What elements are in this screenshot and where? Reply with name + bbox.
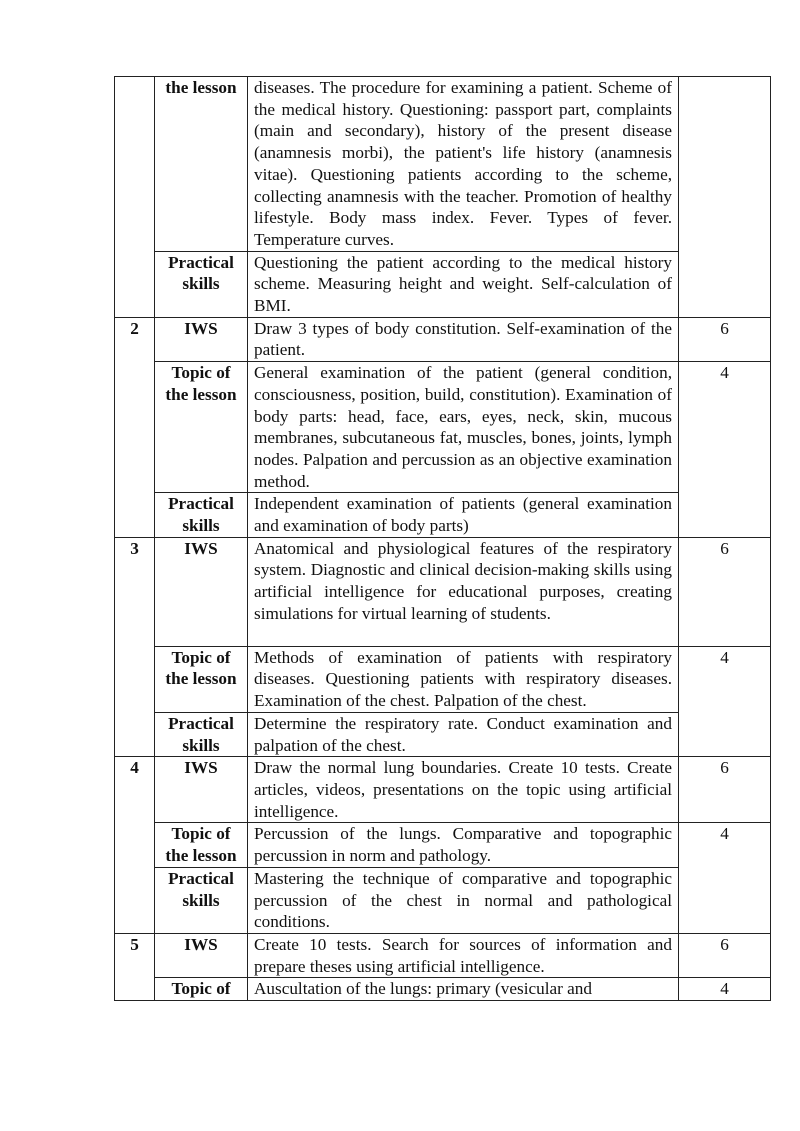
row-description-cell: diseases. The procedure for examining a patient. Scheme of the medical history. Questioning: passport part, complaints (main and secondary), history of the present disease (anamnesis morbi), the patient's life history (anamnesis vitae). Questioning patients according to the scheme, collecting anamnesis with the teacher. Promotion of healthy lifestyle. Body mass index. Fever. Types of fever. Temperature curves. — [248, 77, 679, 252]
row-type-cell: Practical skills — [155, 493, 248, 537]
row-type-cell: Topic of the lesson — [155, 646, 248, 712]
table-row — [115, 317, 771, 361]
row-type-cell: Topic of the lesson — [155, 362, 248, 493]
session-number-cell: 5 — [115, 933, 155, 1000]
table-row — [115, 362, 771, 493]
row-type-cell: the lesson — [155, 77, 248, 252]
table-row — [115, 933, 771, 977]
row-type-cell: IWS — [155, 757, 248, 823]
row-description-cell: Draw the normal lung boundaries. Create 10 tests. Create articles, videos, presentations on the topic using artificial intelligence. — [248, 757, 679, 823]
hours-cell: 6 — [679, 317, 771, 361]
table-row — [115, 757, 771, 823]
syllabus-table — [114, 76, 771, 1001]
table-row — [115, 867, 771, 933]
hours-cell: 6 — [679, 537, 771, 646]
row-description-cell: Mastering the technique of comparative and topographic percussion of the chest in normal and pathological conditions. — [248, 867, 679, 933]
row-type-cell: IWS — [155, 537, 248, 646]
table-row — [115, 537, 771, 646]
row-type-cell: Practical skills — [155, 251, 248, 317]
hours-cell: 6 — [679, 757, 771, 823]
row-description-cell: Determine the respiratory rate. Conduct examination and palpation of the chest. — [248, 712, 679, 756]
table-row — [115, 712, 771, 756]
row-description-cell: Questioning the patient according to the medical history scheme. Measuring height and weight. Self-calculation of BMI. — [248, 251, 679, 317]
row-type-cell: IWS — [155, 317, 248, 361]
row-description-cell: Draw 3 types of body constitution. Self-examination of the patient. — [248, 317, 679, 361]
session-number-cell: 2 — [115, 317, 155, 537]
table-row — [115, 823, 771, 867]
row-description-cell: Methods of examination of patients with respiratory diseases. Questioning patients with respiratory diseases. Examination of the chest. Palpation of the chest. — [248, 646, 679, 712]
session-number-cell — [115, 77, 155, 318]
table-row — [115, 646, 771, 712]
row-type-cell: IWS — [155, 933, 248, 977]
row-description-cell: Independent examination of patients (general examination and examination of body parts) — [248, 493, 679, 537]
hours-cell — [679, 77, 771, 318]
row-description-cell: General examination of the patient (general condition, consciousness, position, build, constitution). Examination of body parts: head, face, ears, eyes, neck, skin, mucous membranes, subcutaneous fat, muscles, bones, joints, lymph nodes. Palpation and percussion as an objective examination method. — [248, 362, 679, 493]
table-row — [115, 251, 771, 317]
hours-cell: 4 — [679, 978, 771, 1001]
table-row — [115, 978, 771, 1001]
hours-cell: 4 — [679, 362, 771, 538]
session-number-cell: 4 — [115, 757, 155, 934]
row-type-cell: Topic of the lesson — [155, 823, 248, 867]
row-type-cell: Practical skills — [155, 712, 248, 756]
row-description-cell: Create 10 tests. Search for sources of information and prepare theses using artificial intelligence. — [248, 933, 679, 977]
table-row — [115, 77, 771, 252]
hours-cell: 4 — [679, 646, 771, 757]
row-type-cell: Practical skills — [155, 867, 248, 933]
row-description-cell: Percussion of the lungs. Comparative and topographic percussion in norm and pathology. — [248, 823, 679, 867]
table-row — [115, 493, 771, 537]
row-type-cell: Topic of — [155, 978, 248, 1001]
hours-cell: 6 — [679, 933, 771, 977]
session-number-cell: 3 — [115, 537, 155, 757]
row-description-cell: Anatomical and physiological features of the respiratory system. Diagnostic and clinical decision-making skills using artificial intelligence for educational purposes, creating simulations for virtual learning of students. — [248, 537, 679, 646]
hours-cell: 4 — [679, 823, 771, 934]
row-description-cell: Auscultation of the lungs: primary (vesicular and — [248, 978, 679, 1001]
